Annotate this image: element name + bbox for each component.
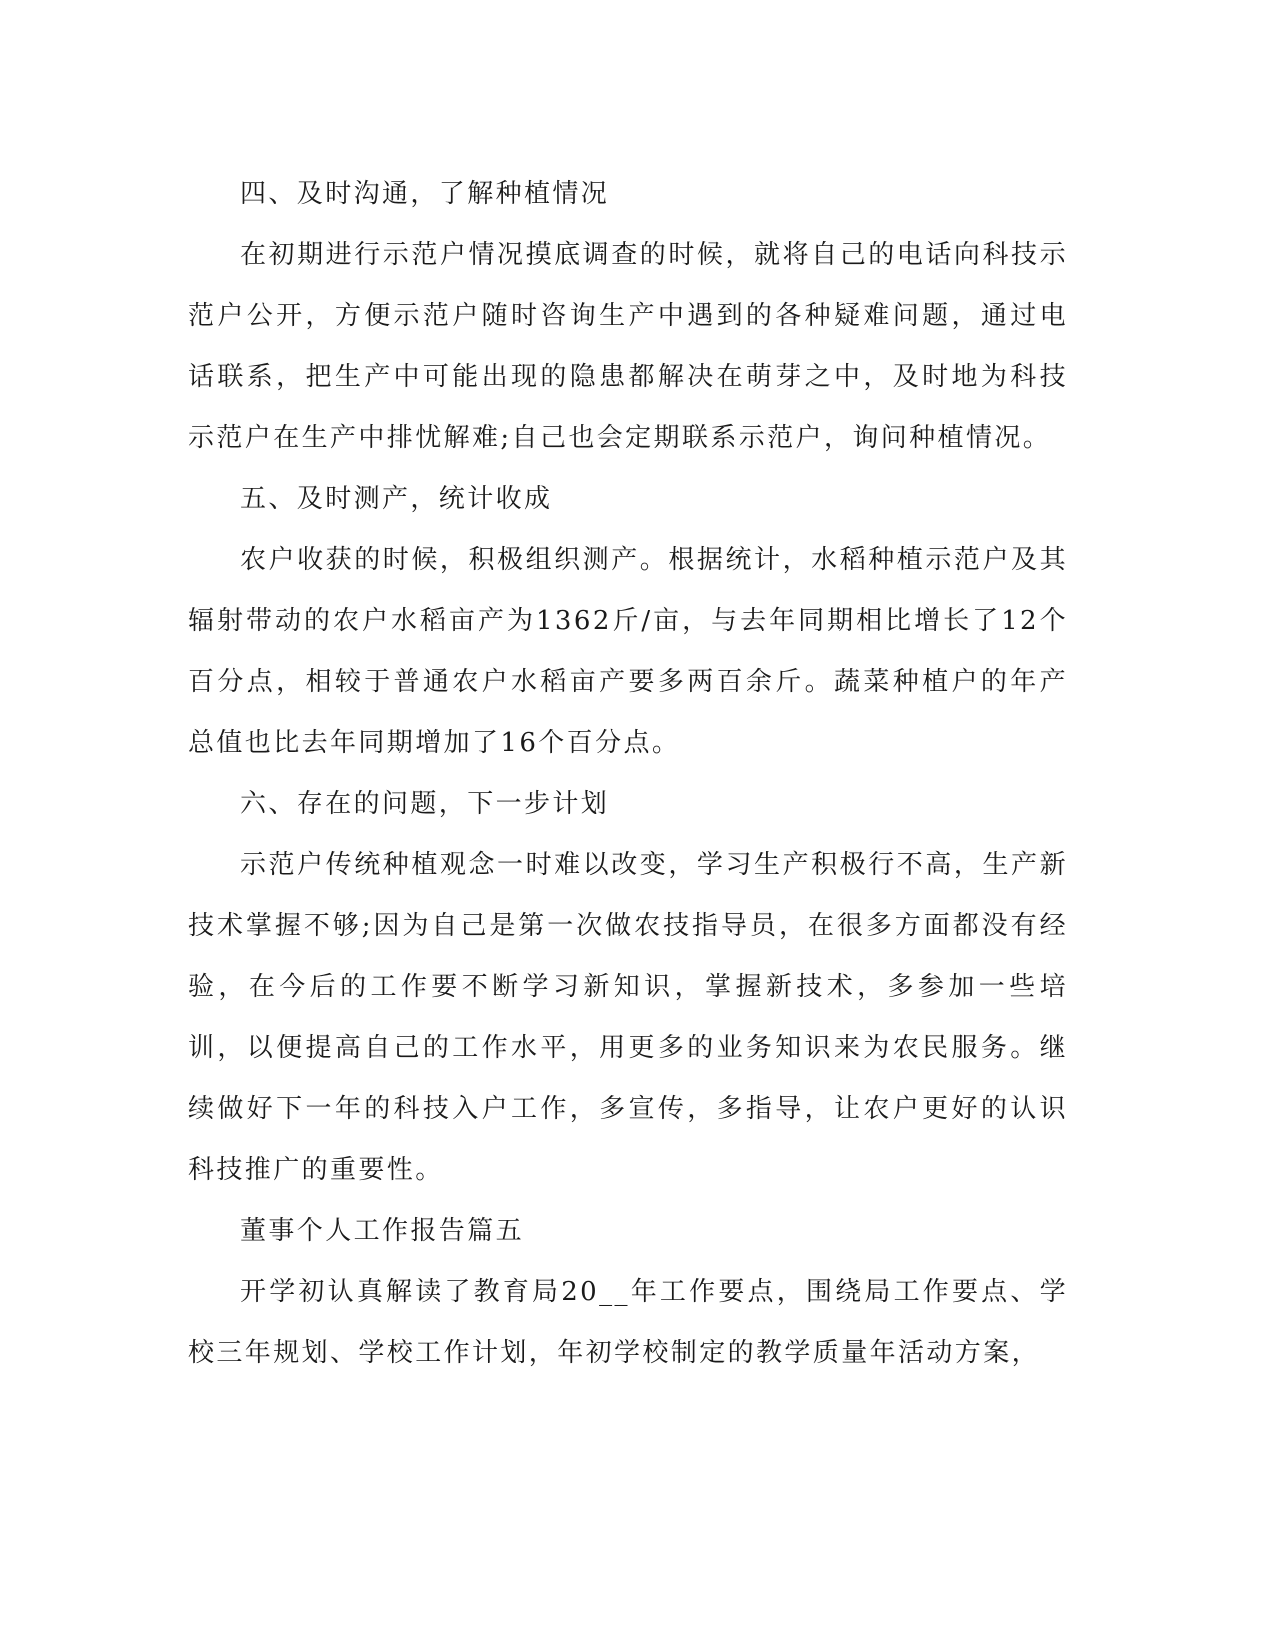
report-title-part-five: 董事个人工作报告篇五 bbox=[240, 1216, 525, 1246]
paragraph-yield: 农户收获的时候，积极组织测产。根据统计，水稻种植示范户及其辐射带动的农户水稻亩产为1362斤/亩，与去年同期相比增长了12个百分点，相较于普通农户水稻亩产要多两百余斤。蔬菜种植户的年产总值也比去年同期增加了16个百分点。 bbox=[188, 545, 1068, 758]
paragraph-school-plan: 开学初认真解读了教育局20__年工作要点，围绕局工作要点、学校三年规划、学校工作计划，年初学校制定的教学质量年活动方案， bbox=[188, 1277, 1068, 1368]
section-heading-problems: 六、存在的问题，下一步计划 bbox=[240, 789, 610, 819]
paragraph-communication: 在初期进行示范户情况摸底调查的时候，就将自己的电话向科技示范户公开，方便示范户随时咨询生产中遇到的各种疑难问题，通过电话联系，把生产中可能出现的隐患都解决在萌芽之中，及时地为科技示范户在生产中排忧解难;自己也会定期联系示范户，询问种植情况。 bbox=[188, 240, 1068, 453]
section-heading-yield: 五、及时测产，统计收成 bbox=[240, 484, 553, 514]
section-heading-communication: 四、及时沟通，了解种植情况 bbox=[240, 179, 610, 209]
document-page bbox=[188, 164, 1068, 1384]
paragraph-problems: 示范户传统种植观念一时难以改变，学习生产积极行不高，生产新技术掌握不够;因为自己是第一次做农技指导员，在很多方面都没有经验，在今后的工作要不断学习新知识，掌握新技术，多参加一些培训，以便提高自己的工作水平，用更多的业务知识来为农民服务。继续做好下一年的科技入户工作，多宣传，多指导，让农户更好的认识科技推广的重要性。 bbox=[188, 850, 1068, 1185]
